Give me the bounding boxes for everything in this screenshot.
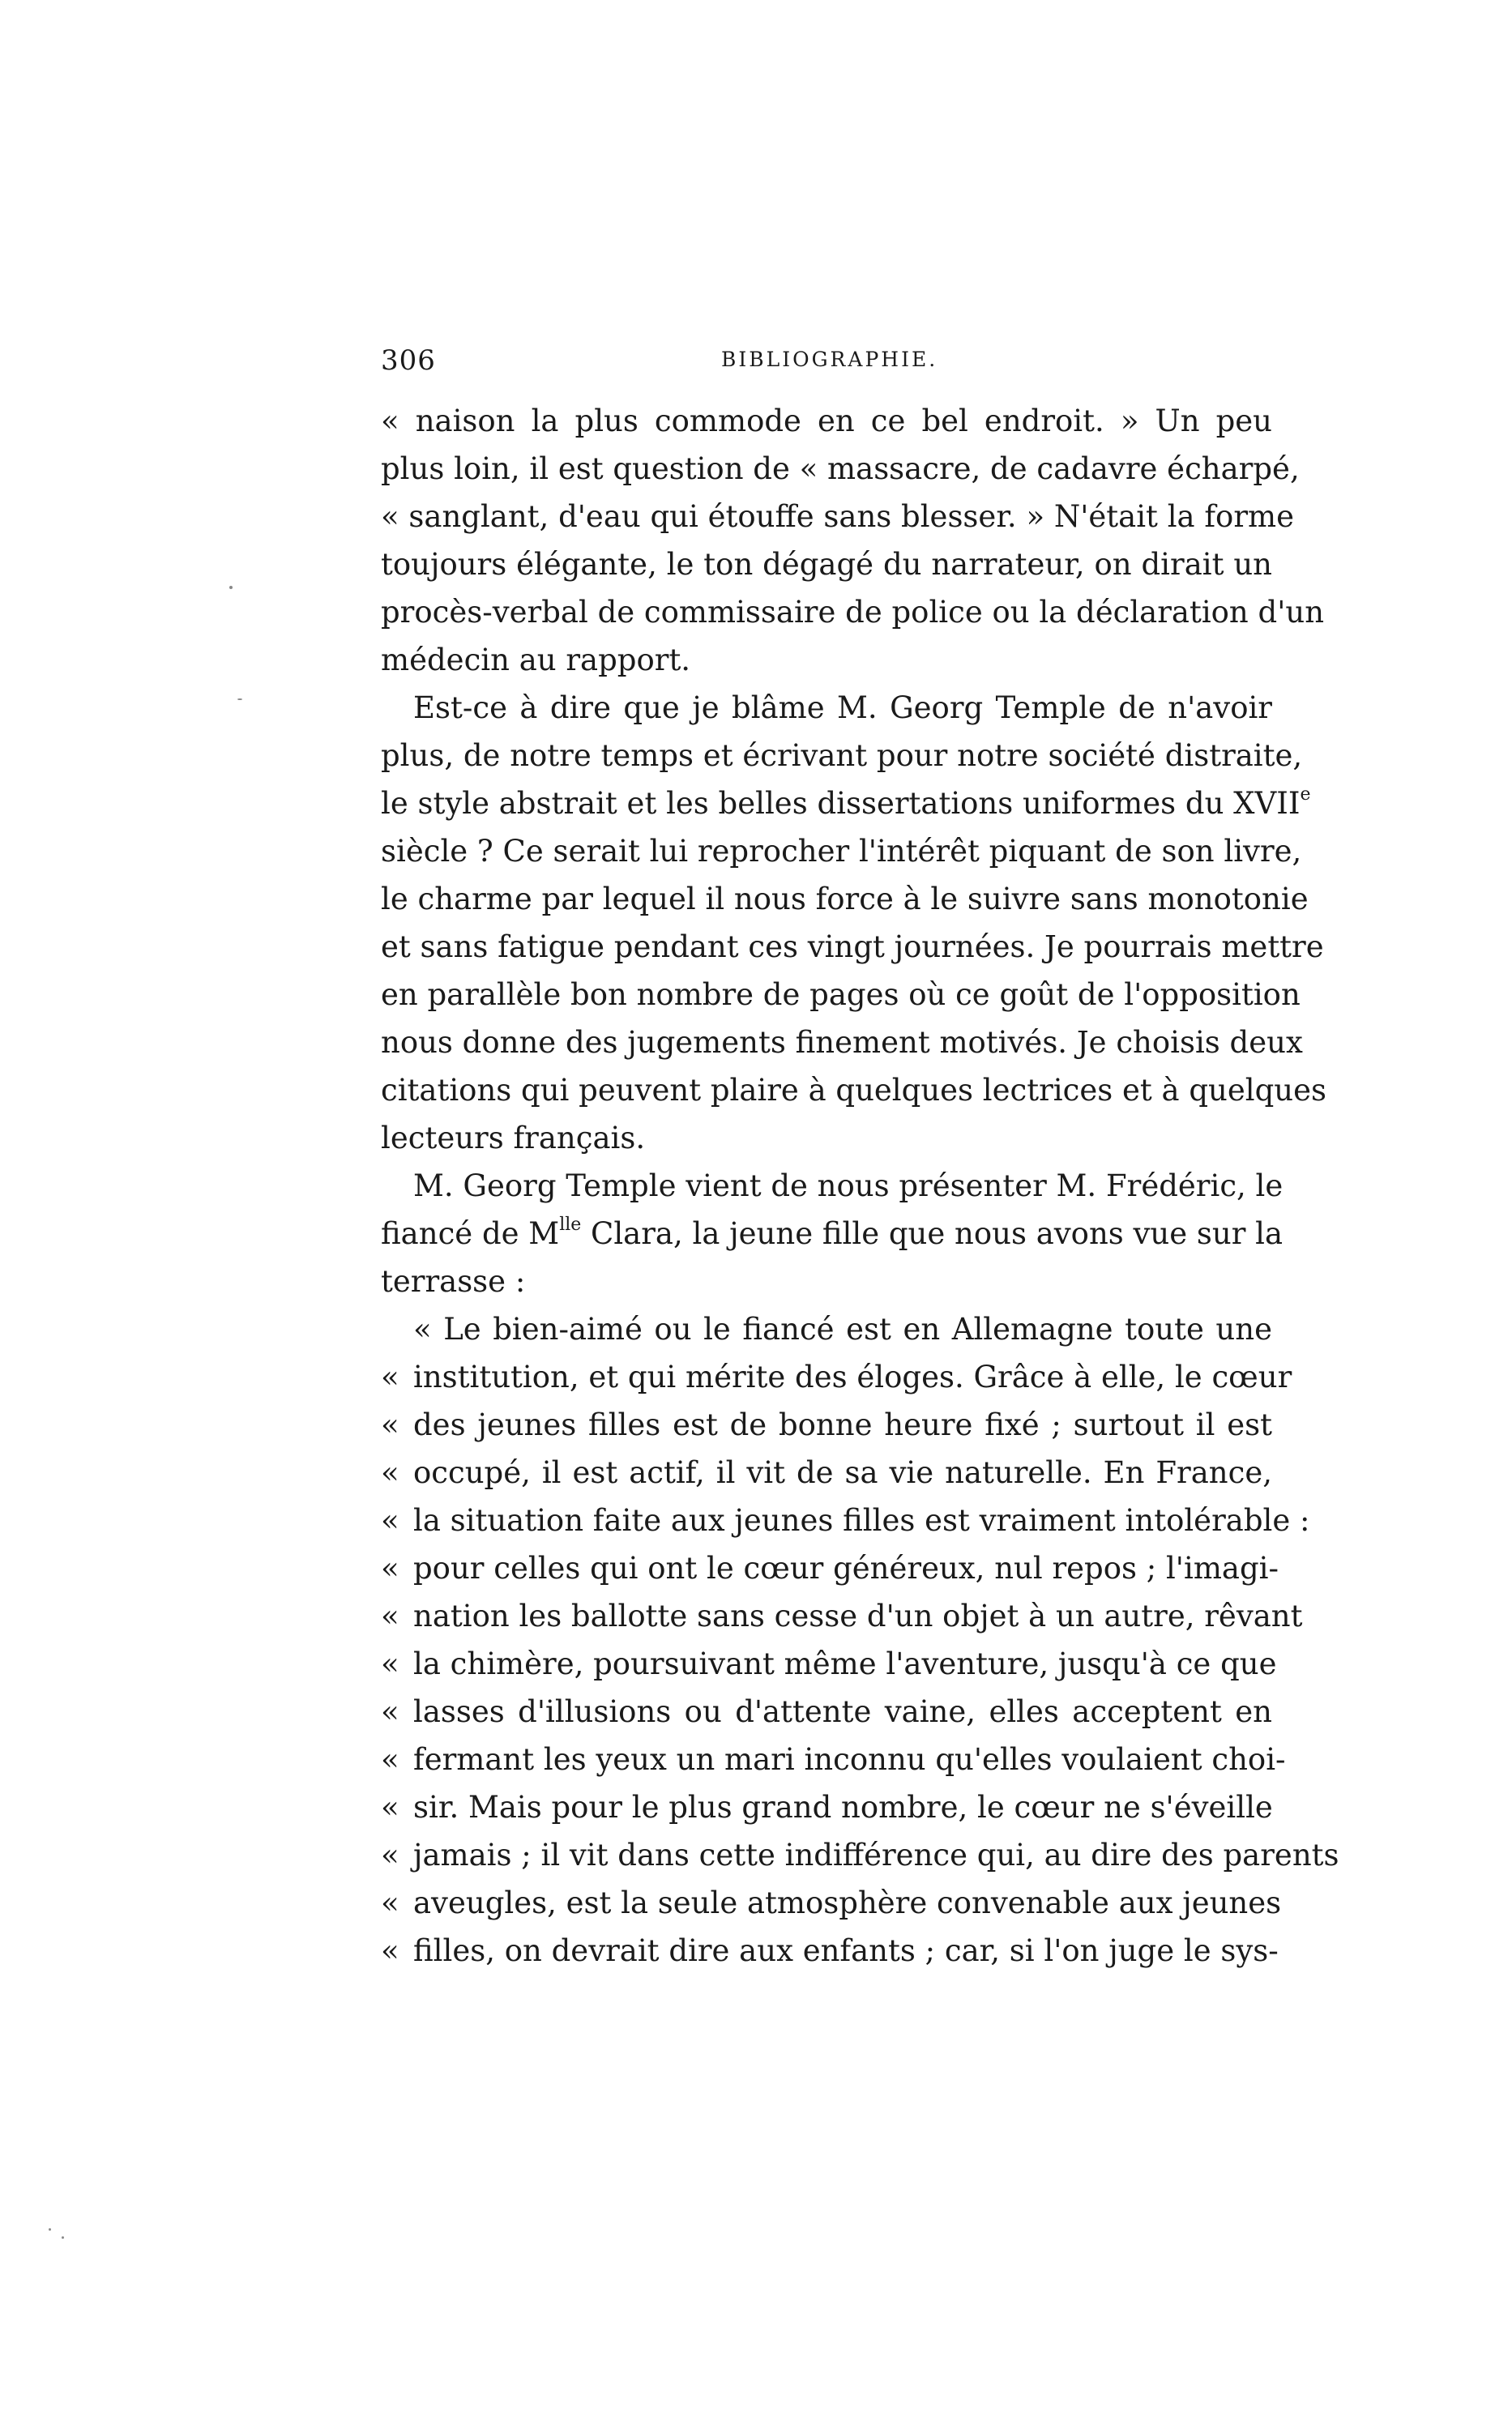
text-line xyxy=(381,1640,1277,1688)
text-line xyxy=(381,875,1309,923)
text-line xyxy=(381,1162,1283,1210)
text-line xyxy=(381,1783,1272,1831)
line-text: Est-ce à dire que je blâme M. Georg Temple de n'avoir xyxy=(413,690,1272,725)
text-line xyxy=(381,1831,1339,1879)
line-text: lasses d'illusions ou d'attente vaine, elles acceptent en xyxy=(413,1694,1272,1729)
line-text: terrasse : xyxy=(381,1264,526,1299)
quote-mark: « xyxy=(381,1933,399,1968)
quote-mark: « xyxy=(381,1646,399,1681)
quote-mark: « xyxy=(381,1407,399,1442)
text-line xyxy=(381,1258,1272,1305)
text-line xyxy=(381,1592,1303,1640)
text-line xyxy=(381,684,1272,732)
text-line xyxy=(381,732,1303,779)
line-text: le style abstrait et les belles dissertations uniformes du XVII xyxy=(381,786,1301,821)
text-line xyxy=(381,397,1272,445)
quote-mark: « xyxy=(381,1885,399,1920)
text-line xyxy=(381,588,1325,636)
line-text: toujours élégante, le ton dégagé du narrateur, on dirait un xyxy=(381,547,1272,582)
line-text: et sans fatigue pendant ces vingt journées. Je pourrais mettre xyxy=(381,929,1324,964)
text-line xyxy=(381,827,1302,875)
line-text: sir. Mais pour le plus grand nombre, le cœur ne s'éveille xyxy=(413,1790,1273,1825)
body-text xyxy=(381,397,1339,1975)
line-text: la chimère, poursuivant même l'aventure, jusqu'à ce que xyxy=(413,1646,1277,1681)
quote-mark: « xyxy=(381,1551,399,1586)
text-line xyxy=(381,1066,1326,1114)
text-line xyxy=(381,1879,1282,1927)
line-text: nous donne des jugements finement motivés. Je choisis deux xyxy=(381,1025,1303,1060)
quote-mark: « xyxy=(381,1694,399,1729)
line-text: fermant les yeux un mari inconnu qu'elles voulaient choi- xyxy=(413,1742,1286,1777)
text-line xyxy=(381,779,1311,827)
line-text: procès-verbal de commissaire de police ou la déclaration d'un xyxy=(381,595,1325,630)
text-line xyxy=(381,1210,1283,1258)
line-text: « sanglant, d'eau qui étouffe sans blesser. » N'était la forme xyxy=(381,499,1294,534)
superscript: lle xyxy=(559,1214,582,1235)
text-line xyxy=(381,971,1301,1019)
line-text: M. Georg Temple vient de nous présenter M. Frédéric, le xyxy=(413,1168,1283,1203)
quote-mark: « xyxy=(381,1503,399,1538)
text-line xyxy=(381,923,1324,971)
line-text: plus loin, il est question de « massacre, de cadavre écharpé, xyxy=(381,451,1300,486)
line-text: aveugles, est la seule atmosphère convenable aux jeunes xyxy=(413,1885,1282,1920)
line-text: plus, de notre temps et écrivant pour notre société distraite, xyxy=(381,738,1303,773)
line-text: le charme par lequel il nous force à le suivre sans monotonie xyxy=(381,882,1309,916)
text-line xyxy=(381,540,1272,588)
page-number: 306 xyxy=(381,344,436,377)
text-line xyxy=(381,1497,1310,1544)
text-line xyxy=(381,636,1272,684)
line-text: « naison la plus commode en ce bel endroit. » Un peu xyxy=(381,404,1272,438)
superscript: e xyxy=(1300,784,1311,805)
text-line xyxy=(381,1544,1279,1592)
quote-mark: « xyxy=(381,1455,399,1490)
line-text: la situation faite aux jeunes filles est vraiment intolérable : xyxy=(413,1503,1310,1538)
text-line xyxy=(381,1114,1272,1162)
line-text: filles, on devrait dire aux enfants ; car, si l'on juge le sys- xyxy=(413,1933,1279,1968)
line-text: fiancé de M xyxy=(381,1216,560,1251)
quote-mark: « xyxy=(381,1599,399,1634)
text-line xyxy=(381,1449,1272,1497)
line-text: lecteurs français. xyxy=(381,1121,646,1155)
text-line xyxy=(381,1019,1303,1066)
line-text: occupé, il est actif, il vit de sa vie naturelle. En France, xyxy=(413,1455,1272,1490)
text-line xyxy=(381,1401,1272,1449)
running-head-title: BIBLIOGRAPHIE. xyxy=(721,348,938,371)
line-text: siècle ? Ce serait lui reprocher l'intérêt piquant de son livre, xyxy=(381,834,1302,869)
scan-speck xyxy=(237,698,242,700)
quote-mark: « xyxy=(381,1360,399,1394)
line-text: nation les ballotte sans cesse d'un objet à un autre, rêvant xyxy=(413,1599,1303,1634)
text-line xyxy=(381,1305,1272,1353)
line-text: institution, et qui mérite des éloges. Grâce à elle, le cœur xyxy=(413,1360,1292,1394)
text-line xyxy=(381,445,1300,493)
running-head xyxy=(381,344,1272,385)
line-text: citations qui peuvent plaire à quelques lectrices et à quelques xyxy=(381,1073,1326,1108)
text-line xyxy=(381,1736,1286,1783)
line-text: jamais ; il vit dans cette indifférence qui, au dire des parents xyxy=(413,1838,1339,1873)
quote-mark: « xyxy=(381,1742,399,1777)
scan-speck xyxy=(229,586,233,589)
text-line xyxy=(381,1927,1279,1975)
scan-speck xyxy=(62,2236,64,2239)
scan-speck xyxy=(49,2228,51,2231)
line-text: « Le bien-aimé ou le fiancé est en Allemagne toute une xyxy=(413,1312,1272,1347)
line-text: Clara, la jeune fille que nous avons vue sur la xyxy=(581,1216,1283,1251)
line-text: pour celles qui ont le cœur généreux, nul repos ; l'imagi- xyxy=(413,1551,1279,1586)
quote-mark: « xyxy=(381,1838,399,1873)
line-text: en parallèle bon nombre de pages où ce goût de l'opposition xyxy=(381,977,1301,1012)
text-line xyxy=(381,1353,1292,1401)
text-line xyxy=(381,493,1294,540)
quote-mark: « xyxy=(381,1790,399,1825)
line-text: des jeunes filles est de bonne heure fixé ; surtout il est xyxy=(413,1407,1272,1442)
text-line xyxy=(381,1688,1272,1736)
line-text: médecin au rapport. xyxy=(381,643,691,677)
